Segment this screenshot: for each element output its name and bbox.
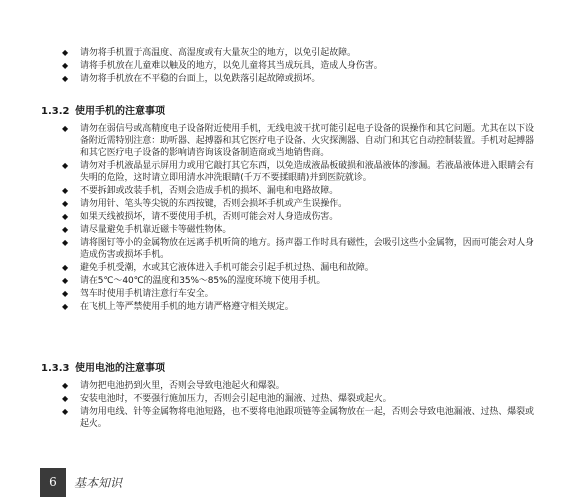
diamond-bullet-icon: ◆: [62, 407, 69, 416]
list-item: ◆ 请勿用针、笔头等尖锐的东西按键，否则会损坏手机或产生误操作。: [62, 199, 348, 209]
list-item: ◆ 请尽量避免手机靠近磁卡等磁性物体。: [62, 225, 232, 235]
list-item: ◆ 请勿在弱信号或高精度电子设备附近使用手机，无线电波干扰可能引起电子设备的误操作和其它问题。尤其在以下设备附近需特别注意：助听器、起搏器和其它医疗电子设备、火灾探测器、自动门和其它自动控制装置。手机对起搏器和其它医疗电子设备的影响请咨询该设备制造商或当地销售商。: [62, 124, 534, 158]
list-item: ◆ 不要拆卸或改装手机，否则会造成手机的损坏、漏电和电路故障。: [62, 186, 339, 196]
phone-usage-bullet-list: [62, 123, 534, 313]
section-number: 1.3.2: [41, 106, 70, 117]
diamond-bullet-icon: ◆: [62, 199, 69, 208]
diamond-bullet-icon: ◆: [62, 263, 69, 272]
diamond-bullet-icon: ◆: [62, 186, 69, 195]
list-item: ◆ 如果天线被损坏，请不要使用手机，否则可能会对人身造成伤害。: [62, 212, 339, 222]
section-phone-usage: [41, 103, 541, 314]
list-item: ◆ 避免手机受潮，水或其它液体进入手机可能会引起手机过热、漏电和故障。: [62, 263, 374, 273]
list-item: ◆ 请勿将手机置于高温度、高湿度或有大量灰尘的地方，以免引起故障。: [62, 48, 356, 58]
diamond-bullet-icon: ◆: [62, 381, 69, 390]
section-heading: [41, 362, 541, 376]
footer-chapter-title: 基本知识: [74, 476, 123, 490]
battery-usage-bullet-list: [62, 380, 534, 430]
diamond-bullet-icon: ◆: [62, 212, 69, 221]
diamond-bullet-icon: ◆: [62, 289, 69, 298]
diamond-bullet-icon: ◆: [62, 124, 69, 133]
section-number: 1.3.3: [41, 363, 70, 374]
list-item: ◆ 请勿用电线、针等金属物将电池短路，也不要将电池跟项链等金属物放在一起，否则会导致电池漏液、过热、爆裂或起火。: [62, 407, 534, 429]
section-battery-usage: [41, 360, 541, 431]
list-item: ◆ 请将手机放在儿童难以触及的地方，以免儿童将其当成玩具，造成人身伤害。: [62, 61, 383, 71]
top-bullet-list: [62, 47, 532, 86]
diamond-bullet-icon: ◆: [62, 74, 69, 83]
list-item: ◆ 请在5℃～40℃的温度和35%～85%的湿度环境下使用手机。: [62, 276, 326, 286]
section-heading: [41, 105, 541, 119]
list-item: ◆ 请勿对手机液晶显示屏用力或用它敲打其它东西，以免造成液晶板破损和液晶液体的渗漏。若液晶液体进入眼睛会有失明的危险，这时请立即用清水冲洗眼睛(千万不要揉眼睛)并到医院就诊。: [62, 161, 534, 183]
section-title: 使用手机的注意事项: [75, 106, 165, 117]
page-number: 6: [40, 468, 66, 497]
diamond-bullet-icon: ◆: [62, 238, 69, 247]
section-title: 使用电池的注意事项: [75, 363, 165, 374]
list-item: ◆ 在飞机上等严禁使用手机的地方请严格遵守相关规定。: [62, 302, 294, 312]
diamond-bullet-icon: ◆: [62, 48, 69, 57]
list-item: ◆ 请将图钉等小的金属物放在远离手机听筒的地方。扬声器工作时具有磁性，会吸引这些小金属物，因而可能会对人身造成伤害或损坏手机。: [62, 238, 534, 260]
diamond-bullet-icon: ◆: [62, 161, 69, 170]
diamond-bullet-icon: ◆: [62, 302, 69, 311]
list-item: ◆ 驾车时使用手机请注意行车安全。: [62, 289, 214, 299]
diamond-bullet-icon: ◆: [62, 394, 69, 403]
list-item: ◆ 请勿把电池扔到火里，否则会导致电池起火和爆裂。: [62, 381, 285, 391]
diamond-bullet-icon: ◆: [62, 225, 69, 234]
list-item: ◆ 安装电池时，不要强行施加压力，否则会引起电池的漏液、过热、爆裂或起火。: [62, 394, 392, 404]
list-item: ◆ 请勿将手机放在不平稳的台面上，以免跌落引起故障或损坏。: [62, 74, 321, 84]
diamond-bullet-icon: ◆: [62, 61, 69, 70]
diamond-bullet-icon: ◆: [62, 276, 69, 285]
